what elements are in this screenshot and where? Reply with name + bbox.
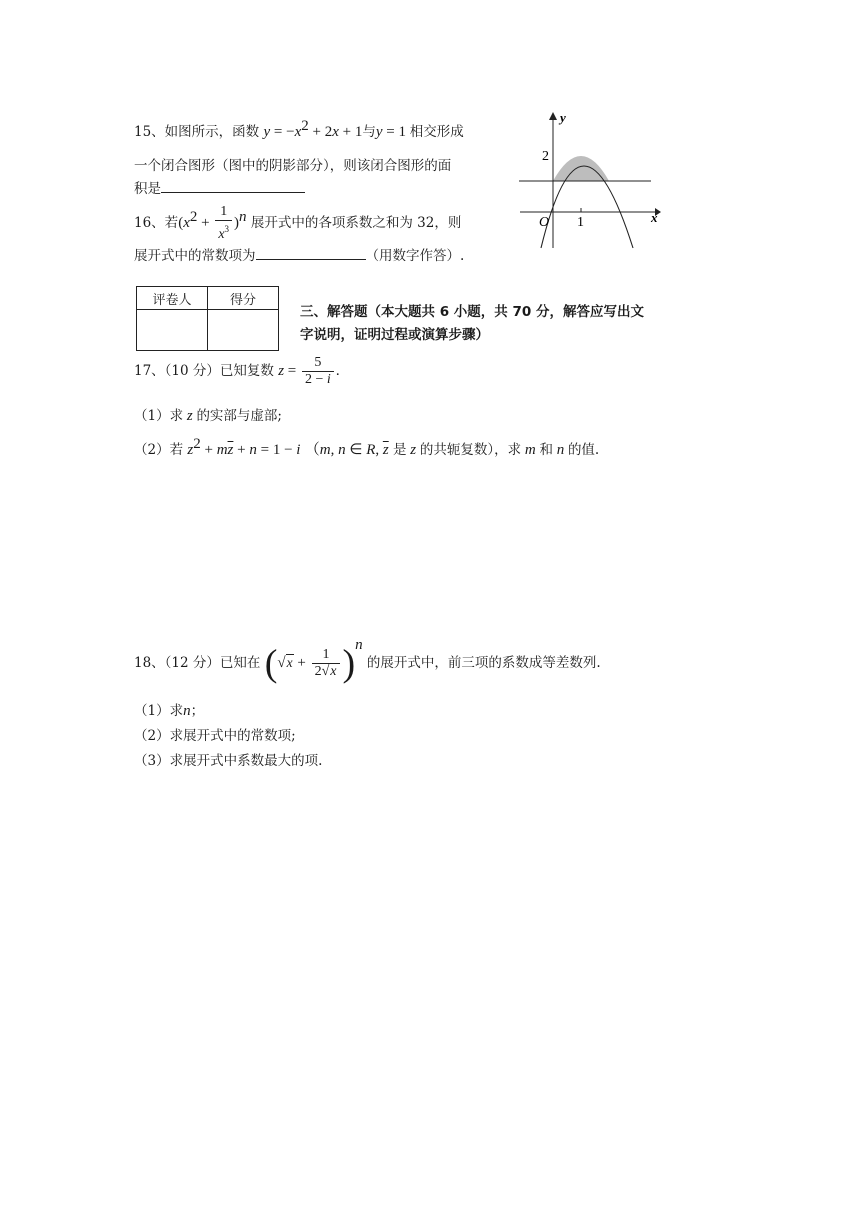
q18-sub3: （3）求展开式中系数最大的项.	[134, 753, 323, 769]
q17-stem: 17、（10 分）已知复数 z = $\frac{5}{2 - i}$ .	[134, 355, 340, 387]
shaded-region	[553, 156, 609, 181]
q16-line1: 16、若($x^2$ + $\frac{1}{x^3}$ )$^n$ 展开式中的各项系数之和为 32，则	[134, 204, 462, 242]
q15-answer-blank[interactable]	[161, 180, 305, 193]
q18-stem: 18、（12 分）已知在 (√x + $\frac{1}{2√x}$ )$^n$ 的展开式中，前三项的系数成等差数列.	[134, 637, 601, 685]
x-tick-label: 1	[577, 215, 584, 230]
score-header: 得分	[208, 287, 279, 310]
section3-line1: 三、解答题（本大题共 6 小题，共 70 分，解答应写出文	[300, 304, 644, 320]
q17-fraction: $\frac{5}{2 - i}$	[302, 355, 334, 388]
q17-sub1: （1）求 z 的实部与虚部;	[134, 408, 282, 424]
q16-fraction: $\frac{1}{x^3}$	[215, 204, 232, 243]
q15-line2: 一个闭合图形（图中的阴影部分），则该闭合图形的面	[134, 158, 452, 174]
q15-line-eq: y	[375, 124, 383, 140]
q18-sub1: （1）求n；	[134, 703, 205, 719]
y-axis-arrow	[549, 112, 557, 120]
section3-line2: 字说明，证明过程或演算步骤）	[300, 327, 489, 343]
origin-label: O	[539, 215, 550, 230]
q15-function: y	[263, 124, 271, 140]
q15-line1: 15、如图所示，函数 $y = -x^2 + 2x + 1$与y = 1 相交形成	[134, 118, 464, 140]
grader-header: 评卷人	[137, 287, 208, 310]
score-table	[136, 286, 279, 351]
q16-answer-blank[interactable]	[256, 247, 366, 260]
parabola-graph	[515, 108, 675, 258]
q18-sub2: （2）求展开式中的常数项;	[134, 728, 296, 744]
y-tick-label: 2	[542, 149, 549, 164]
q17-sub2: （2）若 $z^2 + m\overline{z} + n = 1 - i$ （m, n ∈ R, $\overline{z}$ 是 z 的共轭复数），求 m 和 n 的值.	[134, 436, 600, 458]
q16-line2: 展开式中的常数项为 （用数字作答）.	[134, 248, 465, 264]
score-cell[interactable]	[208, 310, 279, 351]
grader-cell[interactable]	[137, 310, 208, 351]
q18-fraction: $\frac{1}{2√x}$	[312, 647, 341, 680]
q15-line3: 积是	[134, 177, 305, 197]
x-axis-label: x	[651, 210, 658, 225]
y-axis-label: y	[560, 110, 566, 125]
